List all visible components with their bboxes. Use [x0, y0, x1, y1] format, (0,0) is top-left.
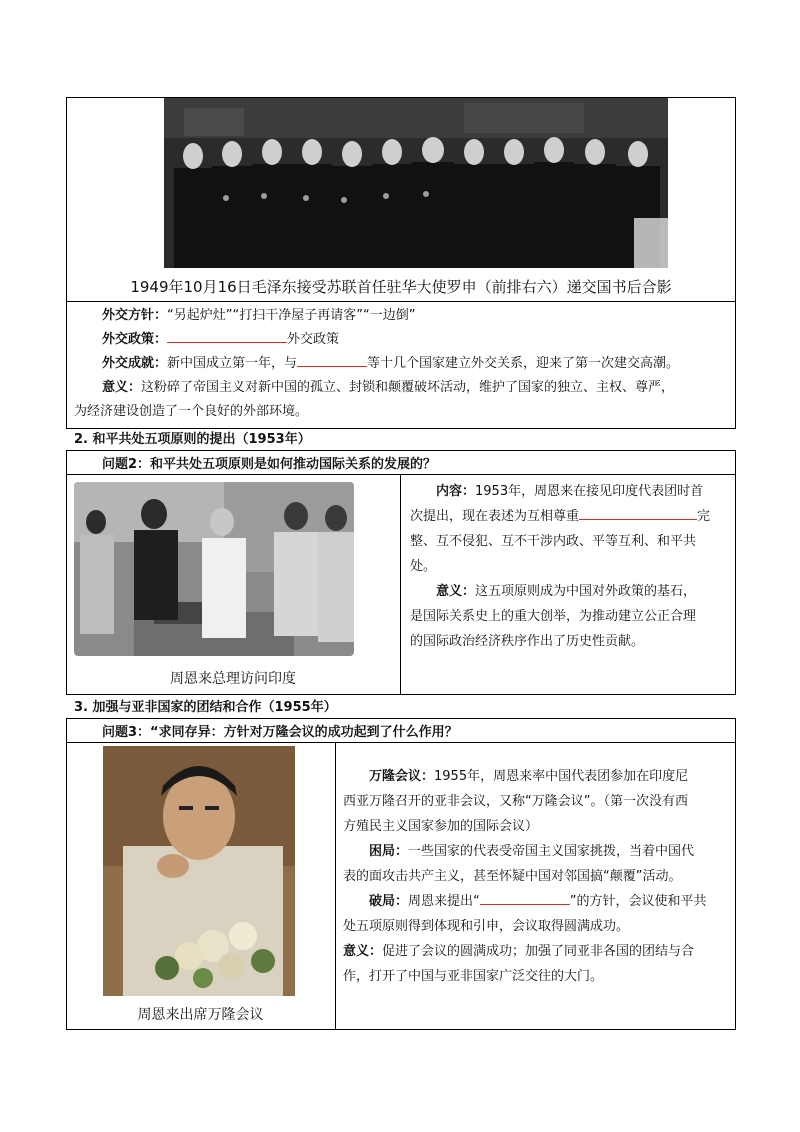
guideline-label: 外交方针： — [102, 308, 168, 323]
zhou-bandung-photo-drawing — [103, 746, 295, 996]
content-line-1 — [410, 479, 732, 504]
group-photo-drawing — [164, 98, 668, 268]
policy-blank[interactable] — [167, 328, 287, 343]
content-line-4: 处。 — [410, 559, 437, 574]
dilemma-text-1: 一些国家的代表受帝国主义国家挑拨，当着中国代 — [408, 844, 695, 859]
content-label: 内容： — [436, 484, 476, 499]
achievement-prefix: 新中国成立第一年，与 — [167, 356, 298, 371]
bandung-line-2: 西亚万隆召开的亚非会议，又称“万隆会议”。（第一次没有西 — [343, 794, 688, 809]
content-line-2 — [410, 504, 732, 529]
zhou-india-photo-drawing — [74, 482, 354, 656]
section3-header-divider — [66, 742, 736, 743]
achievement-line — [102, 352, 679, 375]
significance-line-2: 为经济建设创造了一个良好的外部环境。 — [74, 404, 309, 419]
mutual-respect-blank[interactable] — [579, 505, 697, 520]
significance-line-1 — [102, 376, 674, 399]
content-text-2: 次提出，现在表述为互相尊重 — [410, 509, 580, 524]
sig-line-1 — [410, 579, 732, 604]
sig-line-2: 是国际关系史上的重大创举，为推动建立公正合理 — [410, 609, 697, 624]
section2-heading: 2. 和平共处五项原则的提出（1953年） — [74, 432, 311, 447]
section3-column-divider — [335, 742, 336, 1030]
seek-common-ground-blank[interactable] — [480, 890, 570, 905]
policy-suffix: 外交政策 — [287, 332, 340, 347]
dilemma-line-1 — [343, 839, 733, 864]
breakthrough-line-2: 处五项原则得到体现和引申，会议取得圆满成功。 — [343, 919, 630, 934]
section3-sig-line-1 — [343, 939, 733, 964]
breakthrough-line-1 — [343, 889, 733, 914]
section2-sig-label: 意义： — [436, 584, 476, 599]
zhou-india-caption: 周恩来总理访问印度 — [170, 671, 296, 687]
dilemma-line-2: 表的面攻击共产主义，甚至怀疑中国对邻国搞“颠覆”活动。 — [343, 869, 682, 884]
section2-header-divider — [66, 474, 736, 475]
section2-content — [410, 479, 732, 654]
section2-column-divider — [400, 474, 401, 695]
significance-text-1: 这粉碎了帝国主义对新中国的孤立、封锁和颠覆破坏活动，维护了国家的独立、主权、尊严， — [141, 380, 675, 395]
section3-sig-text-1: 促进了会议的圆满成功；加强了同亚非各国的团结与合 — [382, 944, 695, 959]
zhou-bandung-caption: 周恩来出席万隆会议 — [137, 1007, 264, 1023]
significance-label: 意义： — [102, 380, 142, 395]
guideline-line — [102, 304, 415, 327]
content-text-1: 1953年，周恩来在接见印度代表团时首 — [475, 484, 704, 499]
achievement-blank[interactable] — [297, 352, 367, 367]
bandung-label: 万隆会议： — [369, 769, 435, 784]
breakthrough-prefix: 周恩来提出“ — [408, 894, 480, 909]
section3-content — [343, 764, 733, 989]
section3-sig-line-2: 作，打开了中国与亚非国家广泛交往的大门。 — [343, 969, 604, 984]
top-table-divider — [66, 301, 736, 302]
breakthrough-label: 破局： — [369, 894, 409, 909]
bandung-line-3: 方殖民主义国家参加的国际会议） — [343, 819, 539, 834]
zhou-india-photo — [74, 482, 354, 656]
policy-line — [102, 328, 339, 351]
dilemma-label: 困局： — [369, 844, 409, 859]
section3-sig-label: 意义： — [343, 944, 383, 959]
achievement-suffix: 等十几个国家建立外交关系，迎来了第一次建交高潮。 — [367, 356, 680, 371]
sig-text-1: 这五项原则成为中国对外政策的基石， — [475, 584, 697, 599]
group-photo-caption: 1949年10月16日毛泽东接受苏联首任驻华大使罗申（前排右六）递交国书后合影 — [130, 278, 672, 296]
section3-heading: 3. 加强与亚非国家的团结和合作（1955年） — [74, 700, 337, 715]
bandung-text-1: 1955年，周恩来率中国代表团参加在印度尼 — [434, 769, 689, 784]
bandung-line-1 — [343, 764, 733, 789]
content-line-3: 整、互不侵犯、互不干涉内政、平等互利、和平共 — [410, 534, 697, 549]
zhou-bandung-photo — [103, 746, 295, 996]
guideline-text: “另起炉灶”“打扫干净屋子再请客”“一边倒” — [167, 308, 416, 323]
policy-label: 外交政策： — [102, 332, 168, 347]
achievement-label: 外交成就： — [102, 356, 168, 371]
group-photo-soviet-ambassador — [164, 98, 668, 268]
breakthrough-suffix: ”的方针，会议使和平共 — [569, 894, 707, 909]
section3-question: 问题3：“求同存异：方针对万隆会议的成功起到了什么作用？ — [102, 725, 458, 740]
sig-line-3: 的国际政治经济秩序作出了历史性贡献。 — [410, 634, 645, 649]
content-text-2b: 完 — [697, 509, 711, 524]
section2-question: 问题2：和平共处五项原则是如何推动国际关系的发展的？ — [102, 457, 437, 472]
